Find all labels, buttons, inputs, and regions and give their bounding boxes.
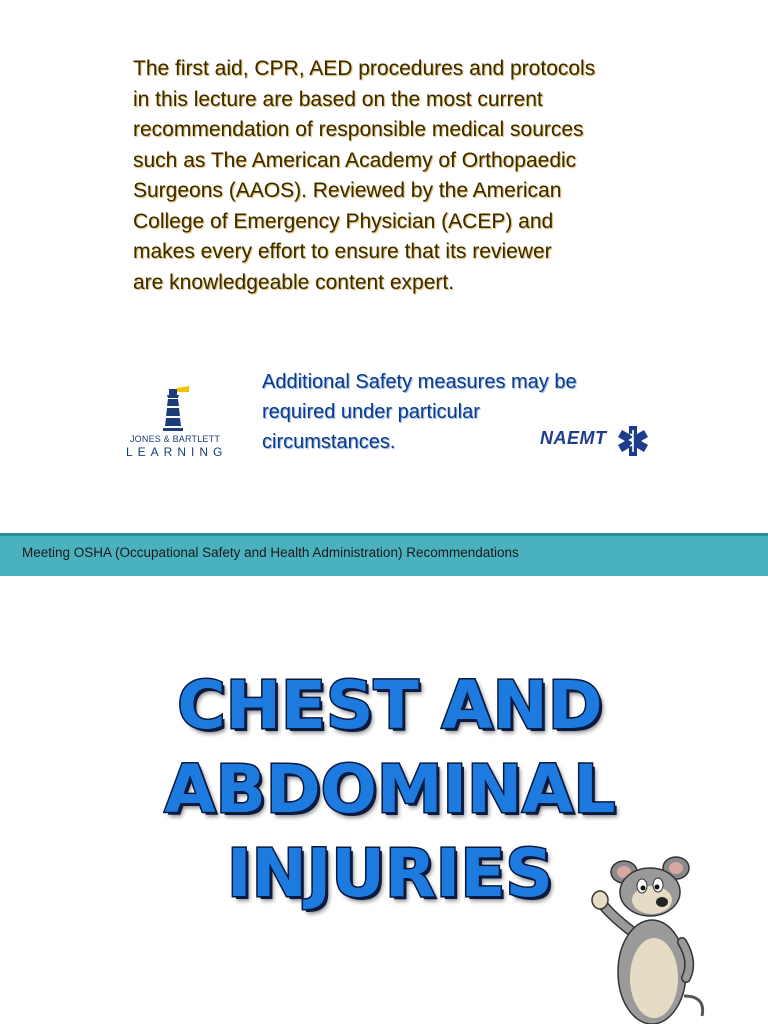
footer-text: Meeting OSHA (Occupational Safety and Health Administration) Recommendations xyxy=(22,545,519,560)
safety-note-line: Additional Safety measures may be xyxy=(262,371,577,393)
disclaimer-line: in this lecture are based on the most current xyxy=(133,87,543,111)
safety-note-line: required under particular xyxy=(262,401,480,423)
disclaimer-line: such as The American Academy of Orthopaedic xyxy=(133,148,577,172)
disclaimer-line: Surgeons (AAOS). Reviewed by the American xyxy=(133,179,562,202)
slide-bottom xyxy=(0,576,768,1024)
waving-mouse-mascot-icon xyxy=(590,846,710,1024)
footer-bar xyxy=(0,533,768,576)
disclaimer-line: are knowledgeable content expert. xyxy=(133,270,455,294)
star-of-life-icon xyxy=(616,424,650,458)
jones-bartlett-logo xyxy=(126,384,228,464)
disclaimer-line: makes every effort to ensure that its reviewer xyxy=(133,240,552,263)
disclaimer-text xyxy=(133,54,640,298)
title-line: ABDOMINAL xyxy=(164,751,616,828)
disclaimer-line: College of Emergency Physician (ACEP) and xyxy=(133,209,554,233)
title-line: INJURIES xyxy=(227,835,553,912)
jones-bartlett-name: JONES & BARTLETT xyxy=(129,434,221,444)
title-line: CHEST AND xyxy=(177,667,603,744)
safety-note-line: circumstances. xyxy=(262,431,396,453)
jones-bartlett-learning: LEARNING xyxy=(126,445,228,459)
disclaimer-line: recommendation of responsible medical sources xyxy=(133,118,584,141)
lighthouse-icon xyxy=(155,384,195,432)
naemt-logo xyxy=(540,424,652,458)
naemt-logo-text: NAEMT xyxy=(540,428,607,448)
disclaimer-line: The first aid, CPR, AED procedures and protocols xyxy=(133,57,596,80)
